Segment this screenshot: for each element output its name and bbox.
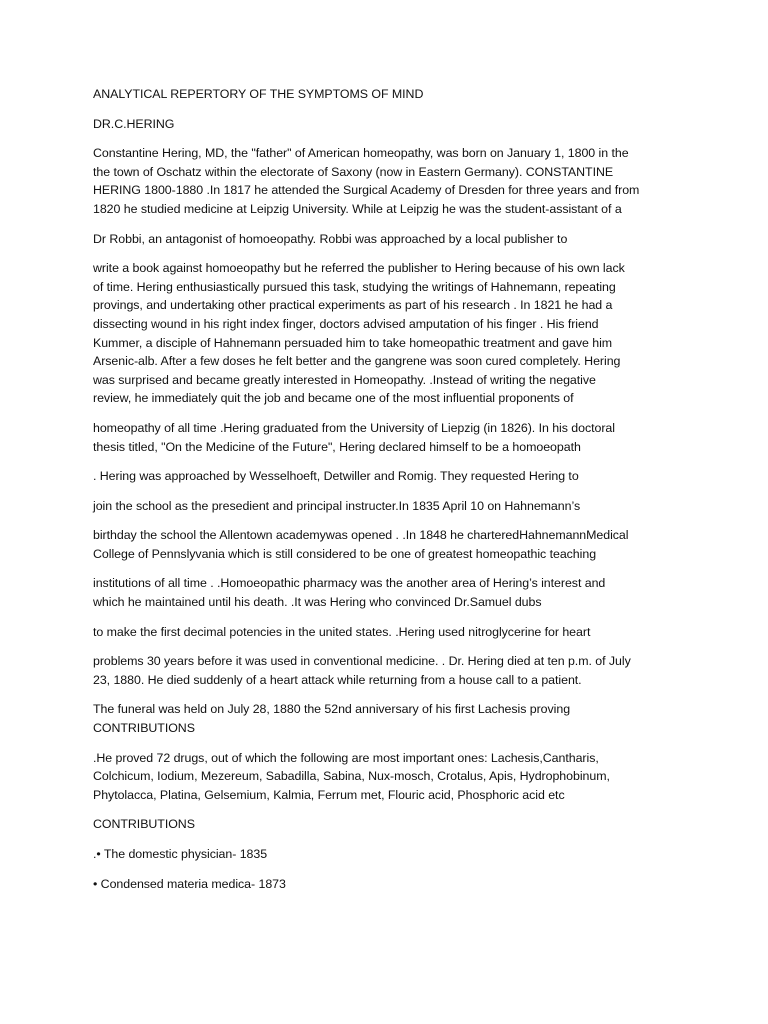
text-line: Colchicum, Iodium, Mezereum, Sabadilla, Sabina, Nux-mosch, Crotalus, Apis, Hydrophobinum, (93, 769, 610, 784)
paragraph (93, 623, 673, 642)
text-line: ANALYTICAL REPERTORY OF THE SYMPTOMS OF MIND (93, 87, 424, 101)
bullet-item (93, 845, 673, 864)
text-line: College of Pennslyvania which is still considered to be one of greatest homeopathic teaching (93, 546, 597, 561)
text-line: homeopathy of all time .Hering graduated from the University of Liepzig (in 1826). In his doctoral (93, 420, 615, 435)
text-line: join the school as the presedient and principal instructer.In 1835 April 10 on Hahnemann’s (93, 498, 581, 513)
text-line: 1820 he studied medicine at Leipzig University. While at Leipzig he was the student-assistant of a (93, 201, 622, 216)
text-line: birthday the school the Allentown academywas opened . .In 1848 he charteredHahnemannMedical (93, 528, 629, 543)
author-name (93, 115, 673, 134)
text-line: Arsenic-alb. After a few doses he felt better and the gangrene was soon cured completely. Hering (93, 354, 621, 369)
text-line: provings, and undertaking other practical experiments as part of his research . In 1821 he had a (93, 298, 613, 313)
paragraph (93, 230, 673, 249)
text-line: DR.C.HERING (93, 116, 175, 131)
text-line: which he maintained until his death. .It was Hering who convinced Dr.Samuel dubs (93, 595, 542, 610)
text-line: of time. Hering enthusiastically pursued this task, studying the writings of Hahnemann, repeating (93, 279, 616, 294)
text-line: was surprised and became greatly interested in Homeopathy. .Instead of writing the negative (93, 372, 596, 387)
paragraph (93, 419, 673, 456)
paragraph (93, 467, 673, 486)
text-line: 23, 1880. He died suddenly of a heart attack while returning from a house call to a patient. (93, 672, 582, 687)
text-line: CONTRIBUTIONS (93, 721, 195, 736)
text-line: review, he immediately quit the job and became one of the most influential proponents of (93, 391, 574, 406)
paragraph (93, 574, 673, 611)
bullet-item (93, 875, 673, 894)
text-line: Constantine Hering, MD, the "father" of American homeopathy, was born on January 1, 1800 in the (93, 146, 629, 161)
text-line: the town of Oschatz within the electorate of Saxony (now in Eastern Germany). CONSTANTINE (93, 164, 614, 179)
text-line: Phytolacca, Platina, Gelsemium, Kalmia, Ferrum met, Flouric acid, Phosphoric acid etc (93, 787, 565, 802)
paragraph (93, 526, 673, 563)
text-line: • Condensed materia medica- 1873 (93, 876, 286, 891)
text-line: write a book against homoeopathy but he referred the publisher to Hering because of his own lack (93, 261, 625, 276)
text-line: .He proved 72 drugs, out of which the following are most important ones: Lachesis,Cantharis, (93, 750, 599, 765)
text-line: to make the first decimal potencies in the united states. .Hering used nitroglycerine for heart (93, 624, 591, 639)
paragraph (93, 259, 673, 408)
text-line: HERING 1800-1880 .In 1817 he attended the Surgical Academy of Dresden for three years and from (93, 183, 640, 198)
section-heading (93, 815, 673, 834)
text-line: CONTRIBUTIONS (93, 817, 195, 832)
paragraph (93, 749, 673, 805)
text-line: .• The domestic physician- 1835 (93, 847, 268, 861)
paragraph (93, 144, 673, 218)
text-line: thesis titled, "On the Medicine of the Future", Hering declared himself to be a homoeopath (93, 439, 581, 454)
text-line: Kummer, a disciple of Hahnemann persuaded him to take homeopathic treatment and gave him (93, 335, 613, 350)
document-title (93, 85, 673, 104)
text-line: institutions of all time . .Homoeopathic pharmacy was the another area of Hering’s interest and (93, 576, 606, 591)
text-line: dissecting wound in his right index finger, doctors advised amputation of his finger . His friend (93, 316, 599, 331)
paragraph (93, 652, 673, 689)
text-line: . Hering was approached by Wesselhoeft, Detwiller and Romig. They requested Hering to (93, 469, 579, 484)
text-line: The funeral was held on July 28, 1880 the 52nd anniversary of his first Lachesis proving (93, 702, 571, 717)
text-line: Dr Robbi, an antagonist of homoeopathy. Robbi was approached by a local publisher to (93, 231, 568, 246)
paragraph (93, 700, 673, 737)
text-line: problems 30 years before it was used in conventional medicine. . Dr. Hering died at ten p.m. of July (93, 654, 631, 669)
document-page (93, 85, 673, 904)
paragraph (93, 497, 673, 516)
